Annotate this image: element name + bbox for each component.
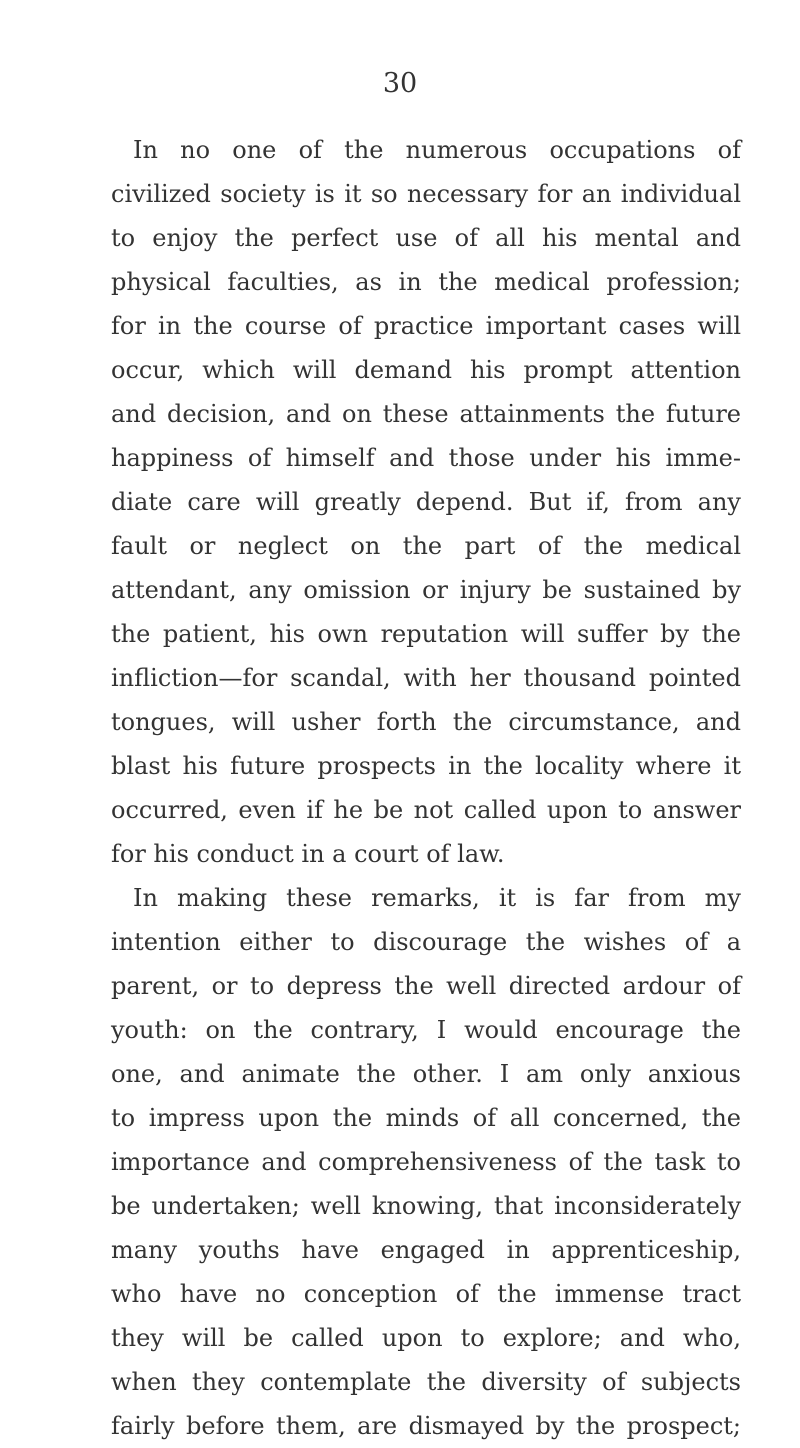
text-line: attendant, any omission or injury be sustained by bbox=[111, 576, 741, 604]
text-line: In making these remarks, it is far from my bbox=[133, 884, 741, 912]
text-line: blast his future prospects in the locality where it bbox=[111, 752, 741, 780]
text-line: youth: on the contrary, I would encourage the bbox=[111, 1016, 741, 1044]
text-line: infliction—for scandal, with her thousand pointed bbox=[111, 664, 741, 692]
text-line: when they contemplate the diversity of subjects bbox=[111, 1368, 741, 1396]
text-line: intention either to discourage the wishes of a bbox=[111, 928, 741, 956]
text-line: for his conduct in a court of law. bbox=[111, 840, 505, 868]
text-line: occurred, even if he be not called upon to answer bbox=[111, 796, 741, 824]
text-line: to enjoy the perfect use of all his mental and bbox=[111, 224, 741, 252]
text-line: In no one of the numerous occupations of bbox=[133, 136, 741, 164]
text-line: fairly before them, are dismayed by the prospect; bbox=[111, 1412, 741, 1440]
text-line: the patient, his own reputation will suffer by the bbox=[111, 620, 741, 648]
text-line: happiness of himself and those under his imme- bbox=[111, 444, 741, 472]
text-line: parent, or to depress the well directed ardour of bbox=[111, 972, 741, 1000]
text-line: many youths have engaged in apprenticeship, bbox=[111, 1236, 741, 1264]
text-line: and decision, and on these attainments the future bbox=[111, 400, 741, 428]
text-line: who have no conception of the immense tract bbox=[111, 1280, 741, 1308]
text-line: to impress upon the minds of all concerned, the bbox=[111, 1104, 741, 1132]
text-line: civilized society is it so necessary for an individual bbox=[111, 180, 741, 208]
text-line: tongues, will usher forth the circumstance, and bbox=[111, 708, 741, 736]
text-line: occur, which will demand his prompt attention bbox=[111, 356, 741, 384]
text-line: physical faculties, as in the medical profession; bbox=[111, 268, 741, 296]
text-line: they will be called upon to explore; and who, bbox=[111, 1324, 741, 1352]
text-line: one, and animate the other. I am only anxious bbox=[111, 1060, 741, 1088]
text-line: for in the course of practice important cases will bbox=[111, 312, 741, 340]
text-line: importance and comprehensiveness of the task to bbox=[111, 1148, 741, 1176]
text-line: diate care will greatly depend. But if, from any bbox=[111, 488, 741, 516]
text-line: be undertaken; well knowing, that inconsiderately bbox=[111, 1192, 741, 1220]
text-line: fault or neglect on the part of the medical bbox=[111, 532, 741, 560]
page-number: 30 bbox=[382, 68, 418, 99]
